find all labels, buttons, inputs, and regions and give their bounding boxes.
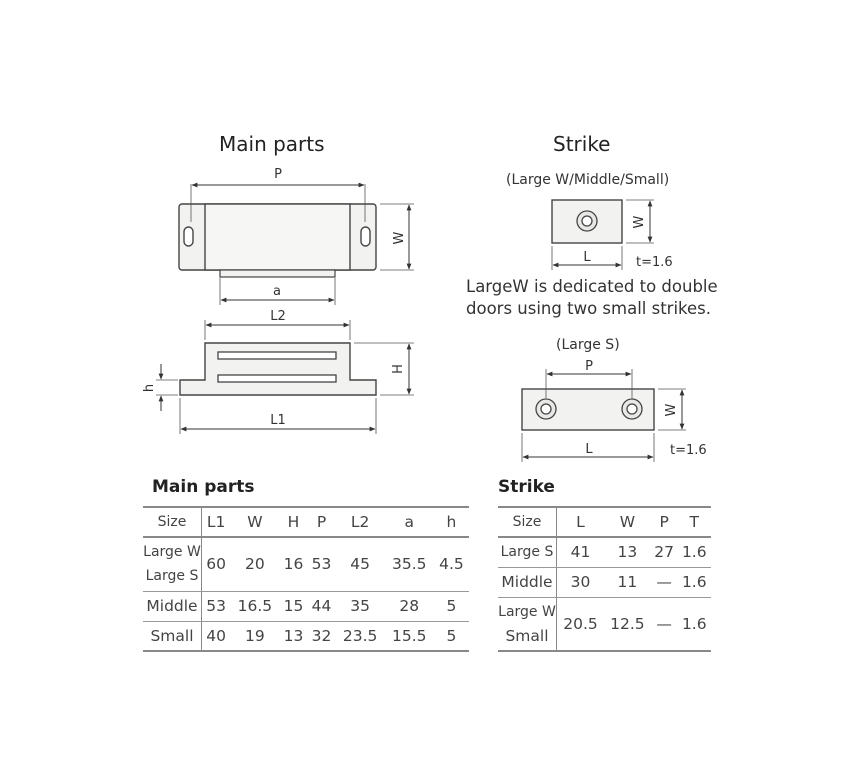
table-row: [143, 591, 469, 621]
mounting-slot-right-icon: [361, 227, 370, 246]
table-row: [498, 567, 711, 597]
cell: 35: [336, 591, 385, 621]
row-size: Middle: [498, 567, 557, 597]
row-size: Large W Small: [498, 597, 557, 651]
table-row: [498, 537, 711, 567]
cell: 44: [308, 591, 336, 621]
table-row: [498, 597, 711, 651]
dim-label-t-strike: t=1.6: [636, 255, 673, 270]
cell: 35.5: [385, 537, 434, 591]
table-row: [143, 537, 469, 591]
cell: 1.6: [678, 597, 711, 651]
header-l: L: [557, 507, 604, 537]
header-h-upper: H: [279, 507, 307, 537]
table-header-row: [498, 507, 711, 537]
header-t: T: [678, 507, 711, 537]
dim-label-p-main: P: [274, 167, 282, 182]
dim-label-l1: L1: [270, 413, 286, 428]
cell: 41: [557, 537, 604, 567]
cell: 20.5: [557, 597, 604, 651]
main-parts-heading: Main parts: [219, 132, 325, 156]
cell: 1.6: [678, 537, 711, 567]
main-part-top-view: [179, 184, 414, 305]
mounting-slot-left-icon: [184, 227, 193, 246]
main-parts-table: [143, 506, 469, 652]
dim-label-h-lower: h: [142, 383, 157, 393]
dim-label-h-upper: H: [388, 364, 403, 374]
cell: 19: [230, 621, 279, 651]
strike-note-line1: LargeW is dedicated to double: [466, 277, 718, 296]
header-l1: L1: [202, 507, 231, 537]
cell: 4.5: [434, 537, 469, 591]
header-size: Size: [143, 507, 202, 537]
header-a: a: [385, 507, 434, 537]
cell: 12.5: [604, 597, 651, 651]
row-size: Small: [143, 621, 202, 651]
row-size: Large W Large S: [143, 537, 202, 591]
cell: 60: [202, 537, 231, 591]
table-row: [143, 621, 469, 651]
cell: 16: [279, 537, 307, 591]
header-w: W: [604, 507, 651, 537]
cell: 5: [434, 591, 469, 621]
strike-large-s-view: [522, 369, 686, 462]
row-size: Middle: [143, 591, 202, 621]
cell: 11: [604, 567, 651, 597]
cell: 32: [308, 621, 336, 651]
header-w: W: [230, 507, 279, 537]
cell: 40: [202, 621, 231, 651]
cell: 16.5: [230, 591, 279, 621]
strike-table: [498, 506, 711, 652]
cell: 15.5: [385, 621, 434, 651]
cell: 27: [651, 537, 678, 567]
header-p: P: [308, 507, 336, 537]
dim-label-w-main: W: [392, 231, 407, 245]
cell: 20: [230, 537, 279, 591]
cell: 1.6: [678, 567, 711, 597]
strike-heading: Strike: [553, 132, 611, 156]
dim-label-a: a: [273, 284, 281, 299]
cell: 15: [279, 591, 307, 621]
cell: 13: [279, 621, 307, 651]
dim-label-p-strike: P: [585, 359, 593, 374]
header-h-lower: h: [434, 507, 469, 537]
dim-label-l2: L2: [270, 309, 286, 324]
cell: 13: [604, 537, 651, 567]
cell: 30: [557, 567, 604, 597]
strike-note-line2: doors using two small strikes.: [466, 299, 711, 318]
large-w-caption: (Large W/Middle/Small): [506, 172, 670, 188]
cell: 53: [202, 591, 231, 621]
header-p: P: [651, 507, 678, 537]
cell: —: [651, 597, 678, 651]
row-size: Large S: [498, 537, 557, 567]
dim-label-t-large-s: t=1.6: [670, 443, 707, 458]
cell: 23.5: [336, 621, 385, 651]
cell: 53: [308, 537, 336, 591]
cell: 28: [385, 591, 434, 621]
cell: 5: [434, 621, 469, 651]
cell: 45: [336, 537, 385, 591]
header-size: Size: [498, 507, 557, 537]
header-l2: L2: [336, 507, 385, 537]
large-s-caption: (Large S): [556, 337, 620, 353]
dim-label-l-large-s: L: [585, 442, 593, 457]
table-header-row: [143, 507, 469, 537]
dim-label-w-large-s: W: [664, 403, 679, 417]
dim-label-w-strike: W: [632, 215, 647, 229]
strike-table-title: Strike: [498, 477, 555, 497]
cell: —: [651, 567, 678, 597]
dim-label-l-strike: L: [583, 250, 591, 265]
main-table-title: Main parts: [152, 477, 255, 497]
